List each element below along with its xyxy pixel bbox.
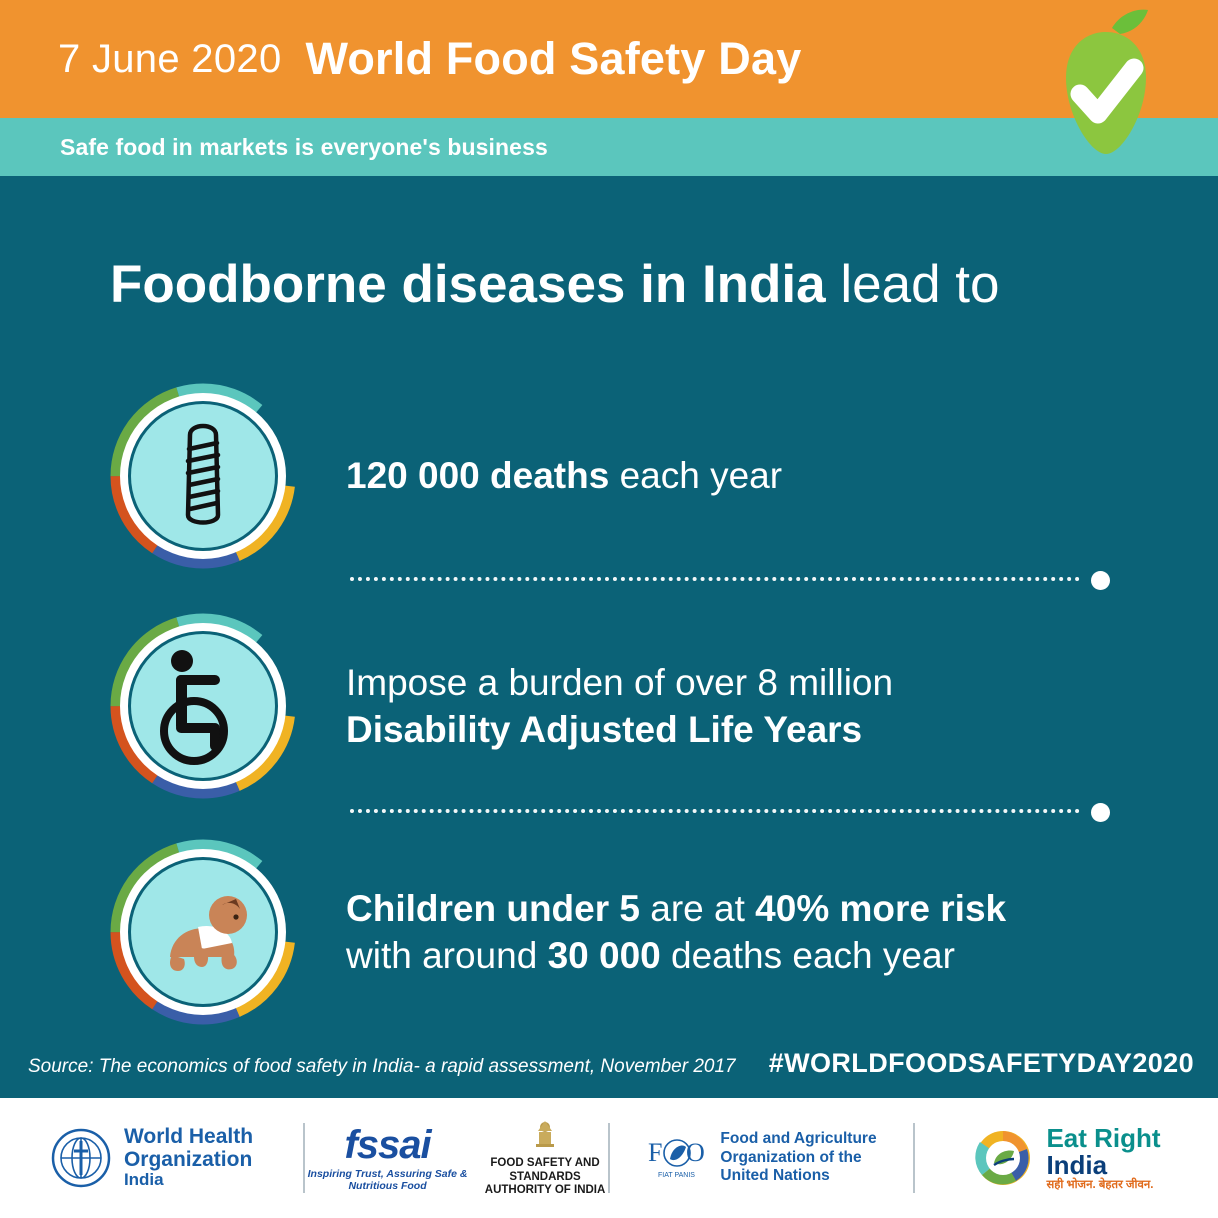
apple-check-icon xyxy=(1016,6,1196,176)
fao-emblem-icon xyxy=(646,1129,708,1187)
source-note: Source: The economics of food safety in India- a rapid assessment, November 2017 xyxy=(28,1056,736,1077)
children-mid: are at xyxy=(639,887,756,929)
logo-eat-right-india xyxy=(915,1098,1218,1218)
fssai-authority-name xyxy=(482,1157,608,1198)
stat-row-children xyxy=(110,839,1110,1025)
stat-text-deaths xyxy=(346,452,782,499)
fssai-tagline: Inspiring Trust, Assuring Safe & Nutritious Food xyxy=(307,1167,468,1192)
deaths-count: 120 000 deaths xyxy=(346,455,610,497)
subheader-text: Safe food in markets is everyone's business xyxy=(60,133,548,160)
ashoka-emblem-icon xyxy=(532,1118,558,1152)
fssai-line-2: AUTHORITY OF INDIA xyxy=(484,1184,606,1197)
stat-text-children xyxy=(346,885,1006,980)
fssai-wordmark: fssai xyxy=(344,1122,431,1167)
campaign-hashtag: #WORLDFOODSAFETYDAY2020 xyxy=(768,1048,1194,1078)
who-line-1: World Health xyxy=(123,1125,254,1149)
mummy-shroud-icon xyxy=(110,383,296,569)
eat-right-wordmark xyxy=(1046,1122,1161,1192)
separator-line xyxy=(350,577,1080,581)
daly-line-2: Disability Adjusted Life Years xyxy=(346,709,863,750)
main-content xyxy=(0,176,1218,1098)
fao-line-1: Food and Agriculture xyxy=(720,1130,877,1148)
logo-fssai xyxy=(305,1098,608,1218)
svg-text:O: O xyxy=(686,1138,706,1167)
children-deaths-count: 30 000 xyxy=(547,935,661,976)
wheelchair-accessibility-icon xyxy=(110,613,296,799)
page-title: World Food Safety Day xyxy=(305,33,802,84)
children-deaths-prefix: with around xyxy=(346,935,548,976)
headline-rest: lead to xyxy=(825,255,1000,314)
separator-dot xyxy=(1091,571,1110,590)
who-emblem-icon xyxy=(50,1127,112,1189)
svg-text:F: F xyxy=(648,1138,663,1167)
fao-wordmark xyxy=(720,1130,876,1186)
stat-row-deaths xyxy=(110,383,1110,569)
who-line-2: Organization xyxy=(123,1147,253,1171)
stat-row-daly xyxy=(110,613,1110,799)
children-risk: 40% more risk xyxy=(755,887,1007,929)
children-deaths-suffix: deaths each year xyxy=(660,935,955,976)
eat-right-line-3: सही भोजन. बेहतर जीवन. xyxy=(1046,1179,1154,1192)
eat-right-line-2: India xyxy=(1046,1149,1108,1180)
headline-bold: Foodborne diseases in India xyxy=(110,255,826,314)
header-date: 7 June 2020 xyxy=(58,36,282,81)
who-wordmark xyxy=(124,1126,253,1190)
svg-text:FIAT PANIS: FIAT PANIS xyxy=(658,1172,696,1179)
separator-1 xyxy=(350,571,1110,587)
partner-logo-strip xyxy=(0,1098,1218,1218)
stat-text-daly xyxy=(346,659,893,754)
eat-right-line-1: Eat Right xyxy=(1046,1122,1161,1153)
deaths-suffix: each year xyxy=(609,455,783,497)
fssai-line-1: FOOD SAFETY AND STANDARDS xyxy=(490,1157,600,1183)
logo-who xyxy=(0,1098,303,1218)
eat-right-india-icon xyxy=(972,1127,1034,1189)
separator-2 xyxy=(350,803,1110,819)
crawling-baby-icon xyxy=(110,839,296,1025)
fao-line-3: United Nations xyxy=(720,1167,830,1185)
who-line-3: India xyxy=(123,1170,164,1190)
separator-dot xyxy=(1091,803,1110,822)
fao-line-2: Organization of the xyxy=(720,1148,862,1166)
daly-line-1: Impose a burden of over 8 million xyxy=(346,661,894,703)
logo-fao xyxy=(610,1098,913,1218)
separator-line xyxy=(350,809,1080,813)
headline xyxy=(110,254,1000,315)
children-label: Children under 5 xyxy=(346,887,640,929)
